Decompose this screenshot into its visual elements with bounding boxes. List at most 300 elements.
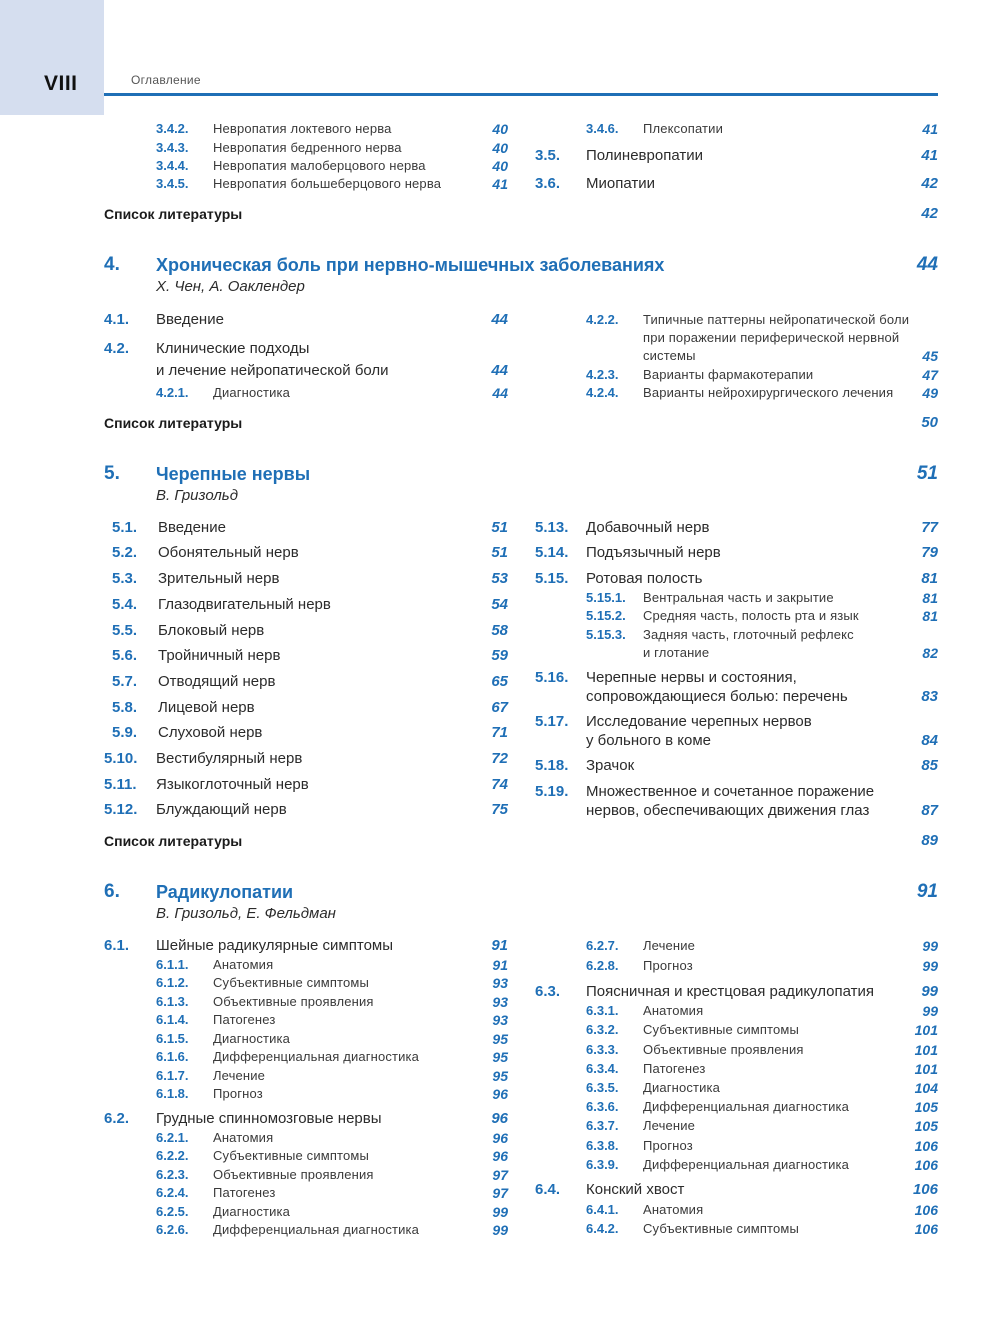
toc-section-row: [112, 621, 508, 641]
section-title: Варианты нейрохирургического лечения: [643, 385, 894, 400]
section-number: 5.10.: [104, 750, 138, 767]
page-number: 40: [492, 121, 508, 137]
toc-subsection-row: [586, 1078, 938, 1098]
page-number: 83: [921, 688, 938, 705]
section-title: Поясничная и крестцовая радикулопатия: [586, 983, 874, 1000]
chapter-number: 6.: [104, 881, 120, 902]
page-number: 95: [492, 1049, 508, 1065]
toc-subsection-row: [156, 174, 508, 194]
page-number: 40: [492, 158, 508, 174]
toc-section-row: [535, 687, 938, 707]
section-title: Блуждающий нерв: [156, 801, 287, 818]
page-number: 99: [492, 1222, 508, 1238]
section-title: Невропатия большеберцового нерва: [213, 176, 442, 191]
page-number: 84: [921, 732, 938, 749]
toc-section-row: [104, 1109, 508, 1129]
page-number: 99: [922, 1003, 938, 1019]
section-number: 6.3.: [535, 983, 561, 1000]
section-title: Лицевой нерв: [158, 699, 255, 716]
section-title: Диагностика: [213, 385, 291, 400]
toc-section-row: [104, 775, 508, 795]
section-number: 6.2.6.: [156, 1222, 189, 1237]
section-title: Ротовая полость: [586, 570, 703, 587]
page-number: 49: [922, 385, 938, 401]
chapter-number: 5.: [104, 463, 120, 484]
section-number: 5.9.: [112, 724, 138, 741]
section-title: Типичные паттерны нейропатической боли: [643, 312, 910, 327]
section-title: Патогенез: [213, 1012, 276, 1027]
section-title: Добавочный нерв: [586, 519, 710, 536]
references-row: [104, 204, 938, 224]
page-number: 99: [921, 983, 938, 1000]
toc-subsection-row: [156, 1084, 508, 1104]
chapter-number: 4.: [104, 254, 120, 275]
toc-section-row: [535, 174, 938, 194]
page-number: 82: [922, 645, 938, 661]
toc-section-row: [112, 518, 508, 538]
page-number: 101: [914, 1022, 938, 1038]
toc-subsection-row: [586, 1219, 938, 1239]
section-number: 6.3.5.: [586, 1080, 619, 1095]
page-number: 59: [491, 647, 508, 664]
toc-subsection-row: [156, 955, 508, 975]
section-title: Дифференциальная диагностика: [213, 1222, 420, 1237]
section-title: Слуховой нерв: [158, 724, 263, 741]
toc-subsection-row: [586, 1040, 938, 1060]
section-number: 3.6.: [535, 175, 561, 192]
section-number: 5.15.: [535, 570, 569, 587]
section-number: 5.8.: [112, 699, 138, 716]
section-title: Невропатия малоберцового нерва: [213, 158, 426, 173]
toc-subsection-row: [156, 156, 508, 176]
references-label: Список литературы: [104, 833, 243, 849]
section-title: Лечение: [643, 938, 696, 953]
section-number: 5.12.: [104, 801, 138, 818]
section-title: Патогенез: [643, 1061, 706, 1076]
chapter-page: 51: [916, 463, 938, 484]
toc-subsection-row: [586, 1200, 938, 1220]
toc-section-row: [104, 800, 508, 820]
page-number: 51: [491, 519, 508, 536]
section-title: Невропатия бедренного нерва: [213, 140, 402, 155]
page-number: 96: [492, 1148, 508, 1164]
page-number: 72: [491, 750, 508, 767]
toc-subsection-row: [156, 1029, 508, 1049]
toc-section-row: [104, 339, 508, 359]
toc-subsection-row: [156, 1202, 508, 1222]
section-title: Черепные нервы и состояния,: [586, 669, 797, 686]
section-title: Подъязычный нерв: [586, 544, 721, 561]
page-number: 44: [491, 311, 508, 328]
section-title: Невропатия локтевого нерва: [213, 121, 392, 136]
chapter-title: Хроническая боль при нервно-мышечных заболеваниях: [156, 255, 665, 275]
section-number: 5.15.2.: [586, 608, 626, 623]
page-number: 51: [491, 544, 508, 561]
page-number: 106: [914, 1157, 938, 1173]
section-title: сопровождающиеся болью: перечень: [586, 688, 848, 705]
toc-section-row: [535, 146, 938, 166]
section-title: Глазодвигательный нерв: [158, 596, 331, 613]
section-title: Диагностика: [213, 1031, 291, 1046]
toc-subsection-row: [156, 383, 508, 403]
section-title: Тройничный нерв: [158, 647, 281, 664]
toc-section-row: [104, 749, 508, 769]
section-title: Диагностика: [213, 1204, 291, 1219]
page-number: 42: [921, 205, 938, 222]
section-number: 6.1.8.: [156, 1086, 189, 1101]
section-title: Объективные проявления: [213, 994, 374, 1009]
section-title: Прогноз: [213, 1086, 263, 1101]
references-label: Список литературы: [104, 415, 243, 431]
toc-subsection-row: [156, 1146, 508, 1166]
section-title: Введение: [156, 311, 224, 328]
references-row: [104, 831, 938, 851]
section-title: Дифференциальная диагностика: [213, 1049, 420, 1064]
page-number: 95: [492, 1031, 508, 1047]
section-title: Множественное и сочетанное поражение: [586, 783, 875, 800]
section-number: 6.4.2.: [586, 1221, 619, 1236]
section-number: 3.4.3.: [156, 140, 189, 155]
section-title: Анатомия: [643, 1003, 704, 1018]
section-title: Клинические подходы: [156, 340, 310, 357]
section-title: Средняя часть, полость рта и язык: [643, 608, 859, 623]
toc-subsection-row: [156, 1128, 508, 1148]
section-number: 5.6.: [112, 647, 138, 664]
toc-section-row: [104, 936, 508, 956]
section-number: 5.15.1.: [586, 590, 626, 605]
toc-subsection-row: [586, 1059, 938, 1079]
section-title: и глотание: [643, 645, 710, 660]
section-title: Грудные спинномозговые нервы: [156, 1110, 382, 1127]
page-number: 54: [491, 596, 508, 613]
toc-subsection-row: [586, 119, 938, 139]
chapter-heading: [104, 462, 938, 486]
section-number: 5.14.: [535, 544, 569, 561]
toc-section-row: [535, 668, 938, 688]
chapter-authors-row: [156, 277, 516, 297]
page-number: 40: [492, 140, 508, 156]
chapter-authors: Х. Чен, А. Оаклендер: [156, 278, 305, 295]
toc-subsection-row: [586, 1116, 938, 1136]
page-number: 74: [491, 776, 508, 793]
running-title: Оглавление: [131, 73, 201, 87]
section-number: 6.1.2.: [156, 975, 189, 990]
toc-subsection-row: [586, 1020, 938, 1040]
page-number: 85: [921, 757, 938, 774]
section-title: Обонятельный нерв: [158, 544, 299, 561]
section-number: 6.2.: [104, 1110, 130, 1127]
page-number: 67: [491, 699, 508, 716]
page-number: 96: [492, 1130, 508, 1146]
section-number: 5.18.: [535, 757, 569, 774]
toc-section-row: [104, 310, 508, 330]
section-number: 6.3.6.: [586, 1099, 619, 1114]
toc-subsection-row: [156, 1165, 508, 1185]
section-number: 3.4.6.: [586, 121, 619, 136]
section-title: Лечение: [213, 1068, 266, 1083]
toc-subsection-row: [586, 625, 938, 645]
section-title: Прогноз: [643, 958, 693, 973]
section-title: Шейные радикулярные симптомы: [156, 937, 394, 954]
toc-section-row: [104, 361, 508, 381]
section-number: 5.17.: [535, 713, 569, 730]
section-title: Языкоглоточный нерв: [156, 776, 309, 793]
section-title: Субъективные симптомы: [213, 975, 369, 990]
chapter-heading: [104, 253, 938, 277]
section-title: и лечение нейропатической боли: [156, 362, 389, 379]
section-number: 3.5.: [535, 147, 561, 164]
page-number: 41: [922, 121, 938, 137]
toc-section-row: [535, 712, 938, 732]
section-number: 5.4.: [112, 596, 138, 613]
section-number: 6.3.7.: [586, 1118, 619, 1133]
section-number: 3.4.4.: [156, 158, 189, 173]
toc-section-row: [112, 698, 508, 718]
section-number: 6.2.4.: [156, 1185, 189, 1200]
toc-section-row: [112, 595, 508, 615]
section-number: 6.1.5.: [156, 1031, 189, 1046]
page-number: 101: [914, 1042, 938, 1058]
toc-subsection-row: [586, 1001, 938, 1021]
toc-section-row: [112, 543, 508, 563]
section-number: 6.1.7.: [156, 1068, 189, 1083]
section-number: 6.4.1.: [586, 1202, 619, 1217]
toc-subsection-row: [156, 1047, 508, 1067]
section-number: 6.1.: [104, 937, 130, 954]
section-number: 5.5.: [112, 622, 138, 639]
page-number: 58: [491, 622, 508, 639]
section-title: Прогноз: [643, 1138, 693, 1153]
toc-subsection-row: [586, 1097, 938, 1117]
references-label: Список литературы: [104, 206, 243, 222]
page-number: 79: [921, 544, 938, 561]
page-number: 106: [914, 1221, 938, 1237]
page-number: 44: [492, 385, 508, 401]
page-number: 97: [492, 1185, 508, 1201]
page-number: 96: [491, 1110, 508, 1127]
section-number: 3.4.2.: [156, 121, 189, 136]
toc-subsection-row: [586, 956, 938, 976]
chapter-authors: В. Гризольд: [156, 487, 238, 504]
section-number: 6.1.6.: [156, 1049, 189, 1064]
page-number: 41: [492, 176, 508, 192]
section-title: Анатомия: [213, 957, 274, 972]
section-title: Исследование черепных нервов: [586, 713, 812, 730]
toc-subsection-row: [586, 1136, 938, 1156]
page-number: 45: [922, 348, 938, 364]
page-number: 97: [492, 1167, 508, 1183]
section-number: 4.2.4.: [586, 385, 619, 400]
section-number: 5.2.: [112, 544, 138, 561]
toc-section-row: [112, 723, 508, 743]
section-title: Варианты фармакотерапии: [643, 367, 814, 382]
toc-subsection-row: [586, 365, 938, 385]
toc-section-row: [535, 756, 938, 776]
section-number: 6.3.8.: [586, 1138, 619, 1153]
section-title: Диагностика: [643, 1080, 721, 1095]
section-title: Введение: [158, 519, 226, 536]
page-number: 87: [921, 802, 938, 819]
section-title: Дифференциальная диагностика: [643, 1157, 850, 1172]
section-title: Вестибулярный нерв: [156, 750, 303, 767]
toc-section-row: [535, 982, 938, 1002]
section-number: 5.16.: [535, 669, 569, 686]
section-number: 5.19.: [535, 783, 569, 800]
section-number: 4.2.2.: [586, 312, 619, 327]
chapter-authors-row: [156, 904, 516, 924]
page-number: 41: [921, 147, 938, 164]
section-number: 6.4.: [535, 1181, 561, 1198]
section-title: Конский хвост: [586, 1181, 685, 1198]
section-number: 6.2.5.: [156, 1204, 189, 1219]
toc-section-row: [112, 646, 508, 666]
section-number: 6.2.7.: [586, 938, 619, 953]
section-title: Анатомия: [213, 1130, 274, 1145]
section-title: при поражении периферической нервной: [643, 330, 900, 345]
section-title: Блоковый нерв: [158, 622, 265, 639]
section-number: 6.3.4.: [586, 1061, 619, 1076]
section-title: Объективные проявления: [643, 1042, 804, 1057]
section-number: 6.3.9.: [586, 1157, 619, 1172]
chapter-authors-row: [156, 486, 516, 506]
page-number: 53: [491, 570, 508, 587]
section-title: Отводящий нерв: [158, 673, 276, 690]
toc-subsection-row: [156, 1220, 508, 1240]
section-title: Объективные проявления: [213, 1167, 374, 1182]
section-title: Патогенез: [213, 1185, 276, 1200]
section-number: 4.2.3.: [586, 367, 619, 382]
section-number: 6.2.8.: [586, 958, 619, 973]
section-number: 6.3.3.: [586, 1042, 619, 1057]
section-number: 6.3.2.: [586, 1022, 619, 1037]
page-number: 106: [914, 1138, 938, 1154]
section-title: Зрительный нерв: [158, 570, 280, 587]
toc-subsection-row: [586, 1155, 938, 1175]
section-title: Субъективные симптомы: [643, 1221, 799, 1236]
page-number: 91: [491, 937, 508, 954]
section-title: Анатомия: [643, 1202, 704, 1217]
page-number: 65: [491, 673, 508, 690]
section-number: 6.1.3.: [156, 994, 189, 1009]
section-title: системы: [643, 348, 696, 363]
toc-section-row: [112, 672, 508, 692]
page-number: 99: [922, 938, 938, 954]
section-number: 6.3.1.: [586, 1003, 619, 1018]
section-number: 4.1.: [104, 311, 130, 328]
chapter-authors: В. Гризольд, Е. Фельдман: [156, 905, 336, 922]
section-number: 6.2.3.: [156, 1167, 189, 1182]
toc-subsection-row: [156, 973, 508, 993]
toc-section-row: [535, 518, 938, 538]
section-number: 6.1.1.: [156, 957, 189, 972]
toc-subsection-row: [586, 310, 938, 330]
page-number: 77: [921, 519, 938, 536]
section-title: Плексопатии: [643, 121, 723, 136]
section-number: 6.2.1.: [156, 1130, 189, 1145]
toc-section-row: [535, 731, 938, 751]
chapter-title: Радикулопатии: [156, 882, 294, 902]
toc-section-row: [535, 569, 938, 589]
section-number: 5.11.: [104, 776, 137, 793]
references-row: [104, 413, 938, 433]
page-number: 99: [922, 958, 938, 974]
section-number: 5.7.: [112, 673, 138, 690]
section-number: 5.1.: [112, 519, 138, 536]
section-number: 4.2.1.: [156, 385, 189, 400]
page-number: 106: [914, 1202, 938, 1218]
page-number: 75: [491, 801, 508, 818]
toc-section-row: [112, 569, 508, 589]
toc-subsection-row: [156, 1183, 508, 1203]
toc-subsection-row: [156, 992, 508, 1012]
page-number: 106: [912, 1181, 938, 1198]
toc-section-row: [535, 543, 938, 563]
toc-subsection-row: [156, 1010, 508, 1030]
section-title: нервов, обеспечивающих движения глаз: [586, 802, 870, 819]
chapter-title: Черепные нервы: [156, 464, 311, 484]
section-title: Миопатии: [586, 175, 655, 192]
page-number: 81: [922, 608, 938, 624]
section-number: 6.2.2.: [156, 1148, 189, 1163]
section-title: Субъективные симптомы: [643, 1022, 799, 1037]
toc-subsection-row: [586, 643, 938, 663]
page-number: 104: [914, 1080, 938, 1096]
page-number: VIII: [44, 72, 78, 95]
page-number: 93: [492, 1012, 508, 1028]
section-number: 4.2.: [104, 340, 130, 357]
section-title: Полиневропатии: [586, 147, 703, 164]
toc-subsection-row: [586, 383, 938, 403]
page-number: 81: [922, 590, 938, 606]
toc-section-row: [535, 801, 938, 821]
toc-subsection-row: [586, 588, 938, 608]
section-title: у больного в коме: [586, 732, 711, 749]
page-number: 50: [921, 414, 938, 431]
page-number: 81: [921, 570, 938, 587]
toc-section-row: [535, 1180, 938, 1200]
section-title: Лечение: [643, 1118, 696, 1133]
section-title: Дифференциальная диагностика: [643, 1099, 850, 1114]
section-title: Зрачок: [586, 757, 635, 774]
section-number: 5.15.3.: [586, 627, 626, 642]
page-number: 96: [492, 1086, 508, 1102]
page-number: 89: [921, 832, 938, 849]
page-number: 99: [492, 1204, 508, 1220]
toc-subsection-row: [156, 119, 508, 139]
chapter-heading: [104, 880, 938, 904]
toc-subsection-row: [586, 328, 938, 348]
page-number: 44: [491, 362, 508, 379]
page-number: 93: [492, 975, 508, 991]
toc-subsection-row: [156, 1066, 508, 1086]
page-number: 101: [914, 1061, 938, 1077]
page-number: 105: [914, 1099, 938, 1115]
page-number: 47: [922, 367, 938, 383]
section-title: Вентральная часть и закрытие: [643, 590, 834, 605]
toc-subsection-row: [586, 606, 938, 626]
toc-subsection-row: [586, 346, 938, 366]
toc-subsection-row: [586, 936, 938, 956]
toc-section-row: [535, 782, 938, 802]
page-number: 93: [492, 994, 508, 1010]
section-number: 5.13.: [535, 519, 569, 536]
chapter-page: 44: [916, 254, 938, 275]
section-title: Задняя часть, глоточный рефлекс: [643, 627, 854, 642]
toc-subsection-row: [156, 138, 508, 158]
page-number: 95: [492, 1068, 508, 1084]
section-number: 6.1.4.: [156, 1012, 189, 1027]
section-number: 5.3.: [112, 570, 138, 587]
